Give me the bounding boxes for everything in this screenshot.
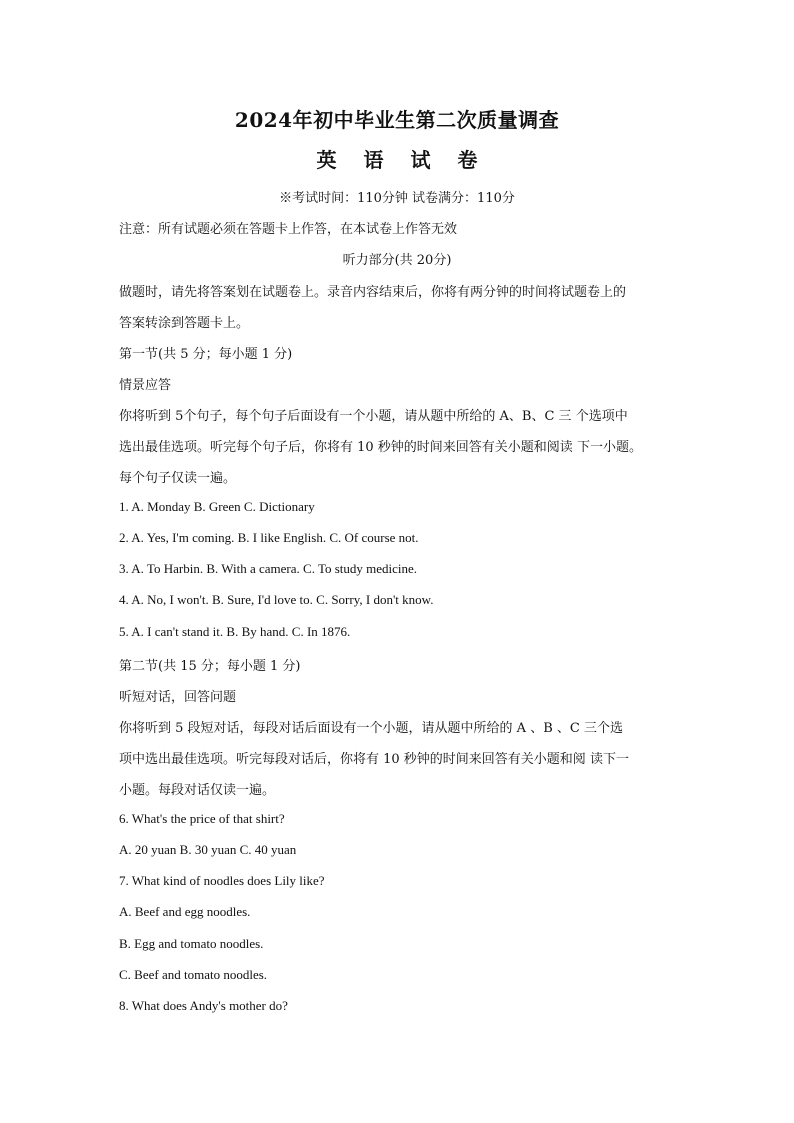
- question-2: 2. A. Yes, I'm coming. B. I like English. C. Of course not.: [119, 530, 419, 545]
- question-8: 8. What does Andy's mother do?: [119, 998, 288, 1013]
- section-2-instruction-line-2: 项中选出最佳选项。听完每段对话后，你将有 10 秒钟的时间来回答有关小题和阅 读下一: [119, 752, 629, 767]
- question-5: 5. A. I can't stand it. B. By hand. C. In 1876.: [119, 624, 351, 639]
- question-1: 1. A. Monday B. Green C. Dictionary: [119, 499, 315, 514]
- question-6-options: A. 20 yuan B. 30 yuan C. 40 yuan: [119, 842, 297, 857]
- listening-heading: 听力部分(共 20分): [342, 253, 452, 268]
- section-1-subtitle: 情景应答: [119, 378, 172, 393]
- listening-intro-line-1: 做题时，请先将答案划在试题卷上。录音内容结束后，你将有两分钟的时间将试题卷上的: [119, 285, 627, 300]
- question-7-option-c: C. Beef and tomato noodles.: [119, 967, 268, 982]
- section-2-instruction-line-1: 你将听到 5 段短对话，每段对话后面设有一个小题，请从题中所给的 A 、B 、C 三个选: [119, 721, 623, 736]
- section-1-instruction-line-1: 你将听到 5个句子，每个句子后面设有一个小题，请从题中所给的 A、B、C 三 个选项中: [119, 409, 628, 424]
- section-2-subtitle: 听短对话，回答问题: [119, 690, 237, 705]
- section-1-title: 第一节(共 5 分；每小题 1 分): [119, 347, 293, 362]
- exam-title: 2024年初中毕业生第二次质量调查: [234, 108, 560, 132]
- listening-intro-line-2: 答案转涂到答题卡上。: [119, 316, 250, 331]
- notice: 注意：所有试题必须在答题卡上作答，在本试卷上作答无效: [119, 222, 458, 237]
- question-6: 6. What's the price of that shirt?: [119, 811, 285, 826]
- question-3: 3. A. To Harbin. B. With a camera. C. To study medicine.: [119, 561, 418, 576]
- section-1-instruction-line-3: 每个句子仅读一遍。: [119, 471, 237, 486]
- exam-info: ※考试时间：110分钟 试卷满分：110分: [279, 191, 515, 206]
- question-7: 7. What kind of noodles does Lily like?: [119, 873, 325, 888]
- section-2-instruction-line-3: 小题。每段对话仅读一遍。: [119, 783, 276, 798]
- section-2-title: 第二节(共 15 分；每小题 1 分): [119, 659, 301, 674]
- exam-subtitle: 英 语 试 卷: [316, 148, 488, 172]
- question-7-option-b: B. Egg and tomato noodles.: [119, 936, 264, 951]
- question-7-option-a: A. Beef and egg noodles.: [119, 904, 251, 919]
- question-4: 4. A. No, I won't. B. Sure, I'd love to. C. Sorry, I don't know.: [119, 592, 434, 607]
- section-1-instruction-line-2: 选出最佳选项。听完每个句子后，你将有 10 秒钟的时间来回答有关小题和阅读 下一小题。: [119, 440, 642, 455]
